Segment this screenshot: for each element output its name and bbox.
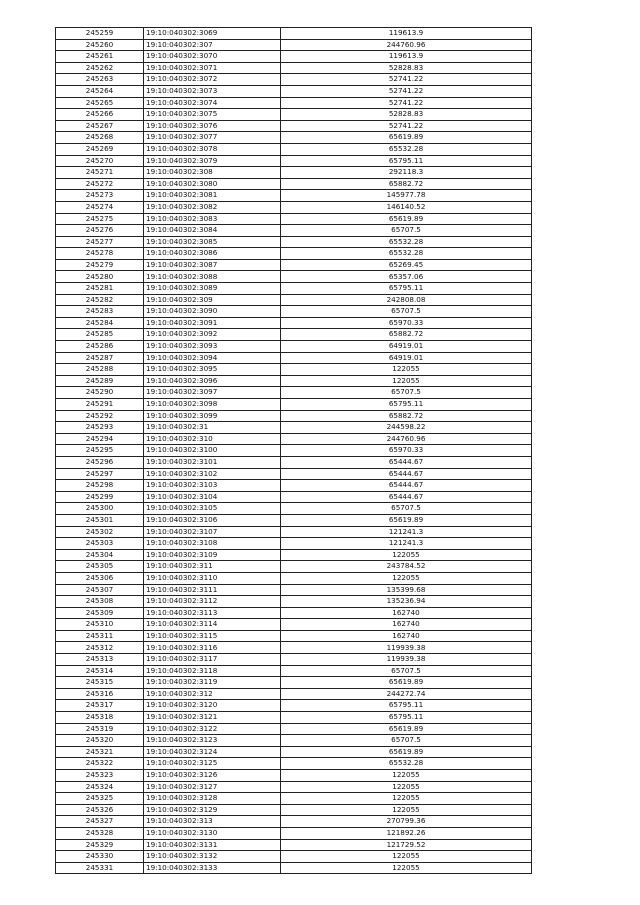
row-id-cell: 245310 bbox=[56, 619, 144, 631]
cadastral-number-cell: 19:10:040302:3110 bbox=[144, 572, 281, 584]
cadastral-number-cell: 19:10:040302:3127 bbox=[144, 781, 281, 793]
cadastral-number-cell: 19:10:040302:3072 bbox=[144, 74, 281, 86]
value-cell: 162740 bbox=[281, 619, 532, 631]
row-id-cell: 245265 bbox=[56, 97, 144, 109]
row-id-cell: 245326 bbox=[56, 804, 144, 816]
row-id-cell: 245330 bbox=[56, 851, 144, 863]
value-cell: 121892.26 bbox=[281, 827, 532, 839]
value-cell: 52741.22 bbox=[281, 120, 532, 132]
table-row bbox=[56, 39, 532, 51]
value-cell: 119939.38 bbox=[281, 642, 532, 654]
cadastral-number-cell: 19:10:040302:3105 bbox=[144, 503, 281, 515]
table-row bbox=[56, 178, 532, 190]
table-row bbox=[56, 167, 532, 179]
table-row bbox=[56, 109, 532, 121]
value-cell: 244760.96 bbox=[281, 433, 532, 445]
value-cell: 242808.08 bbox=[281, 294, 532, 306]
row-id-cell: 245324 bbox=[56, 781, 144, 793]
cadastral-number-cell: 19:10:040302:3084 bbox=[144, 225, 281, 237]
table-row bbox=[56, 572, 532, 584]
value-cell: 122055 bbox=[281, 793, 532, 805]
row-id-cell: 245262 bbox=[56, 62, 144, 74]
table-row bbox=[56, 155, 532, 167]
value-cell: 244760.96 bbox=[281, 39, 532, 51]
cadastral-number-cell: 19:10:040302:3119 bbox=[144, 677, 281, 689]
value-cell: 162740 bbox=[281, 630, 532, 642]
table-row bbox=[56, 213, 532, 225]
value-cell: 64919.01 bbox=[281, 341, 532, 353]
row-id-cell: 245263 bbox=[56, 74, 144, 86]
cadastral-number-cell: 19:10:040302:3117 bbox=[144, 654, 281, 666]
value-cell: 135399.68 bbox=[281, 584, 532, 596]
table-row bbox=[56, 445, 532, 457]
row-id-cell: 245328 bbox=[56, 827, 144, 839]
table-row bbox=[56, 816, 532, 828]
cadastral-number-cell: 19:10:040302:3079 bbox=[144, 155, 281, 167]
cadastral-number-cell: 19:10:040302:3085 bbox=[144, 236, 281, 248]
table-row bbox=[56, 712, 532, 724]
value-cell: 52741.22 bbox=[281, 97, 532, 109]
cadastral-number-cell: 19:10:040302:3122 bbox=[144, 723, 281, 735]
cadastral-number-cell: 19:10:040302:313 bbox=[144, 816, 281, 828]
row-id-cell: 245290 bbox=[56, 387, 144, 399]
table-row bbox=[56, 781, 532, 793]
table-row bbox=[56, 85, 532, 97]
table-row bbox=[56, 793, 532, 805]
value-cell: 65444.67 bbox=[281, 480, 532, 492]
row-id-cell: 245271 bbox=[56, 167, 144, 179]
value-cell: 162740 bbox=[281, 607, 532, 619]
table-row bbox=[56, 584, 532, 596]
row-id-cell: 245268 bbox=[56, 132, 144, 144]
cadastral-number-cell: 19:10:040302:3096 bbox=[144, 375, 281, 387]
row-id-cell: 245327 bbox=[56, 816, 144, 828]
row-id-cell: 245294 bbox=[56, 433, 144, 445]
cadastral-number-cell: 19:10:040302:3133 bbox=[144, 862, 281, 874]
value-cell: 146140.52 bbox=[281, 201, 532, 213]
table-row bbox=[56, 491, 532, 503]
row-id-cell: 245299 bbox=[56, 491, 144, 503]
row-id-cell: 245300 bbox=[56, 503, 144, 515]
row-id-cell: 245313 bbox=[56, 654, 144, 666]
table-row bbox=[56, 746, 532, 758]
table-row bbox=[56, 561, 532, 573]
row-id-cell: 245275 bbox=[56, 213, 144, 225]
cadastral-number-cell: 19:10:040302:31 bbox=[144, 422, 281, 434]
cadastral-number-cell: 19:10:040302:3124 bbox=[144, 746, 281, 758]
table-row bbox=[56, 120, 532, 132]
value-cell: 270799.36 bbox=[281, 816, 532, 828]
value-cell: 65269.45 bbox=[281, 259, 532, 271]
cadastral-number-cell: 19:10:040302:3128 bbox=[144, 793, 281, 805]
row-id-cell: 245306 bbox=[56, 572, 144, 584]
value-cell: 65707.5 bbox=[281, 306, 532, 318]
cadastral-number-cell: 19:10:040302:3093 bbox=[144, 341, 281, 353]
value-cell: 52828.83 bbox=[281, 109, 532, 121]
table-row bbox=[56, 375, 532, 387]
table-row bbox=[56, 770, 532, 782]
row-id-cell: 245305 bbox=[56, 561, 144, 573]
value-cell: 64919.01 bbox=[281, 352, 532, 364]
table-row bbox=[56, 248, 532, 260]
value-cell: 244272.74 bbox=[281, 688, 532, 700]
value-cell: 65707.5 bbox=[281, 503, 532, 515]
cadastral-number-cell: 19:10:040302:3111 bbox=[144, 584, 281, 596]
cadastral-number-cell: 19:10:040302:3113 bbox=[144, 607, 281, 619]
row-id-cell: 245295 bbox=[56, 445, 144, 457]
row-id-cell: 245287 bbox=[56, 352, 144, 364]
cadastral-number-cell: 19:10:040302:3091 bbox=[144, 317, 281, 329]
value-cell: 65619.89 bbox=[281, 746, 532, 758]
value-cell: 65795.11 bbox=[281, 155, 532, 167]
table-row bbox=[56, 596, 532, 608]
cadastral-number-cell: 19:10:040302:3126 bbox=[144, 770, 281, 782]
row-id-cell: 245318 bbox=[56, 712, 144, 724]
row-id-cell: 245286 bbox=[56, 341, 144, 353]
table-row bbox=[56, 619, 532, 631]
row-id-cell: 245264 bbox=[56, 85, 144, 97]
cadastral-number-cell: 19:10:040302:3123 bbox=[144, 735, 281, 747]
row-id-cell: 245308 bbox=[56, 596, 144, 608]
table-row bbox=[56, 387, 532, 399]
data-table bbox=[55, 27, 532, 874]
value-cell: 121729.52 bbox=[281, 839, 532, 851]
row-id-cell: 245281 bbox=[56, 283, 144, 295]
value-cell: 65619.89 bbox=[281, 132, 532, 144]
row-id-cell: 245277 bbox=[56, 236, 144, 248]
value-cell: 52741.22 bbox=[281, 74, 532, 86]
cadastral-number-cell: 19:10:040302:3074 bbox=[144, 97, 281, 109]
row-id-cell: 245323 bbox=[56, 770, 144, 782]
table-row bbox=[56, 259, 532, 271]
row-id-cell: 245259 bbox=[56, 28, 144, 40]
row-id-cell: 245273 bbox=[56, 190, 144, 202]
value-cell: 122055 bbox=[281, 862, 532, 874]
value-cell: 243784.52 bbox=[281, 561, 532, 573]
cadastral-number-cell: 19:10:040302:3130 bbox=[144, 827, 281, 839]
value-cell: 119939.38 bbox=[281, 654, 532, 666]
table-row bbox=[56, 352, 532, 364]
value-cell: 122055 bbox=[281, 781, 532, 793]
row-id-cell: 245269 bbox=[56, 143, 144, 155]
value-cell: 65795.11 bbox=[281, 700, 532, 712]
table-row bbox=[56, 399, 532, 411]
value-cell: 65619.89 bbox=[281, 723, 532, 735]
table-row bbox=[56, 758, 532, 770]
table-row bbox=[56, 201, 532, 213]
row-id-cell: 245291 bbox=[56, 399, 144, 411]
value-cell: 65532.28 bbox=[281, 143, 532, 155]
cadastral-number-cell: 19:10:040302:3089 bbox=[144, 283, 281, 295]
cadastral-number-cell: 19:10:040302:3132 bbox=[144, 851, 281, 863]
cadastral-number-cell: 19:10:040302:3129 bbox=[144, 804, 281, 816]
cadastral-number-cell: 19:10:040302:3102 bbox=[144, 468, 281, 480]
table-row bbox=[56, 538, 532, 550]
table-row bbox=[56, 804, 532, 816]
row-id-cell: 245270 bbox=[56, 155, 144, 167]
row-id-cell: 245301 bbox=[56, 514, 144, 526]
row-id-cell: 245278 bbox=[56, 248, 144, 260]
cadastral-number-cell: 19:10:040302:3078 bbox=[144, 143, 281, 155]
table-row bbox=[56, 526, 532, 538]
cadastral-number-cell: 19:10:040302:3088 bbox=[144, 271, 281, 283]
value-cell: 65707.5 bbox=[281, 665, 532, 677]
value-cell: 65795.11 bbox=[281, 283, 532, 295]
row-id-cell: 245309 bbox=[56, 607, 144, 619]
table-row bbox=[56, 225, 532, 237]
table-row bbox=[56, 503, 532, 515]
value-cell: 65970.33 bbox=[281, 445, 532, 457]
row-id-cell: 245284 bbox=[56, 317, 144, 329]
cadastral-number-cell: 19:10:040302:3095 bbox=[144, 364, 281, 376]
value-cell: 65795.11 bbox=[281, 712, 532, 724]
table-row bbox=[56, 723, 532, 735]
value-cell: 65532.28 bbox=[281, 248, 532, 260]
value-cell: 65619.89 bbox=[281, 514, 532, 526]
value-cell: 119613.9 bbox=[281, 28, 532, 40]
table-row bbox=[56, 514, 532, 526]
cadastral-number-cell: 19:10:040302:3099 bbox=[144, 410, 281, 422]
cadastral-number-cell: 19:10:040302:3094 bbox=[144, 352, 281, 364]
value-cell: 145977.78 bbox=[281, 190, 532, 202]
cadastral-number-cell: 19:10:040302:3107 bbox=[144, 526, 281, 538]
table-row bbox=[56, 642, 532, 654]
table-row bbox=[56, 422, 532, 434]
cadastral-number-cell: 19:10:040302:3073 bbox=[144, 85, 281, 97]
table-row bbox=[56, 283, 532, 295]
cadastral-number-cell: 19:10:040302:3087 bbox=[144, 259, 281, 271]
row-id-cell: 245293 bbox=[56, 422, 144, 434]
row-id-cell: 245296 bbox=[56, 456, 144, 468]
table-row bbox=[56, 677, 532, 689]
cadastral-number-cell: 19:10:040302:3086 bbox=[144, 248, 281, 260]
value-cell: 122055 bbox=[281, 572, 532, 584]
row-id-cell: 245329 bbox=[56, 839, 144, 851]
value-cell: 65882.72 bbox=[281, 410, 532, 422]
cadastral-number-cell: 19:10:040302:309 bbox=[144, 294, 281, 306]
cadastral-number-cell: 19:10:040302:3080 bbox=[144, 178, 281, 190]
table-row bbox=[56, 688, 532, 700]
value-cell: 122055 bbox=[281, 375, 532, 387]
value-cell: 65619.89 bbox=[281, 677, 532, 689]
cadastral-number-cell: 19:10:040302:3131 bbox=[144, 839, 281, 851]
table-row bbox=[56, 827, 532, 839]
row-id-cell: 245312 bbox=[56, 642, 144, 654]
cadastral-number-cell: 19:10:040302:3100 bbox=[144, 445, 281, 457]
value-cell: 65444.67 bbox=[281, 468, 532, 480]
row-id-cell: 245285 bbox=[56, 329, 144, 341]
table-row bbox=[56, 549, 532, 561]
row-id-cell: 245315 bbox=[56, 677, 144, 689]
table-row bbox=[56, 271, 532, 283]
row-id-cell: 245325 bbox=[56, 793, 144, 805]
value-cell: 65357.06 bbox=[281, 271, 532, 283]
value-cell: 52741.22 bbox=[281, 85, 532, 97]
row-id-cell: 245307 bbox=[56, 584, 144, 596]
row-id-cell: 245292 bbox=[56, 410, 144, 422]
row-id-cell: 245274 bbox=[56, 201, 144, 213]
cadastral-number-cell: 19:10:040302:3071 bbox=[144, 62, 281, 74]
value-cell: 135236.94 bbox=[281, 596, 532, 608]
table-row bbox=[56, 607, 532, 619]
row-id-cell: 245267 bbox=[56, 120, 144, 132]
value-cell: 244598.22 bbox=[281, 422, 532, 434]
cadastral-number-cell: 19:10:040302:3077 bbox=[144, 132, 281, 144]
table-row bbox=[56, 143, 532, 155]
table-row bbox=[56, 862, 532, 874]
table-body bbox=[56, 28, 532, 874]
table-row bbox=[56, 317, 532, 329]
table-row bbox=[56, 62, 532, 74]
table-row bbox=[56, 665, 532, 677]
value-cell: 119613.9 bbox=[281, 51, 532, 63]
table-row bbox=[56, 364, 532, 376]
value-cell: 121241.3 bbox=[281, 538, 532, 550]
cadastral-number-cell: 19:10:040302:3076 bbox=[144, 120, 281, 132]
cadastral-number-cell: 19:10:040302:3115 bbox=[144, 630, 281, 642]
row-id-cell: 245331 bbox=[56, 862, 144, 874]
cadastral-number-cell: 19:10:040302:3108 bbox=[144, 538, 281, 550]
table-row bbox=[56, 329, 532, 341]
value-cell: 65882.72 bbox=[281, 178, 532, 190]
cadastral-number-cell: 19:10:040302:3106 bbox=[144, 514, 281, 526]
value-cell: 122055 bbox=[281, 770, 532, 782]
table-row bbox=[56, 74, 532, 86]
table-row bbox=[56, 132, 532, 144]
row-id-cell: 245314 bbox=[56, 665, 144, 677]
value-cell: 65444.67 bbox=[281, 456, 532, 468]
cadastral-number-cell: 19:10:040302:3103 bbox=[144, 480, 281, 492]
cadastral-number-cell: 19:10:040302:3114 bbox=[144, 619, 281, 631]
table-row bbox=[56, 654, 532, 666]
row-id-cell: 245317 bbox=[56, 700, 144, 712]
value-cell: 65619.89 bbox=[281, 213, 532, 225]
table-row bbox=[56, 341, 532, 353]
value-cell: 65707.5 bbox=[281, 225, 532, 237]
cadastral-number-cell: 19:10:040302:3120 bbox=[144, 700, 281, 712]
value-cell: 122055 bbox=[281, 804, 532, 816]
table-row bbox=[56, 190, 532, 202]
row-id-cell: 245316 bbox=[56, 688, 144, 700]
value-cell: 65532.28 bbox=[281, 758, 532, 770]
table-row bbox=[56, 97, 532, 109]
value-cell: 122055 bbox=[281, 364, 532, 376]
cadastral-number-cell: 19:10:040302:3104 bbox=[144, 491, 281, 503]
cadastral-number-cell: 19:10:040302:3118 bbox=[144, 665, 281, 677]
row-id-cell: 245260 bbox=[56, 39, 144, 51]
cadastral-number-cell: 19:10:040302:3109 bbox=[144, 549, 281, 561]
row-id-cell: 245311 bbox=[56, 630, 144, 642]
value-cell: 65532.28 bbox=[281, 236, 532, 248]
cadastral-number-cell: 19:10:040302:3092 bbox=[144, 329, 281, 341]
cadastral-number-cell: 19:10:040302:310 bbox=[144, 433, 281, 445]
row-id-cell: 245322 bbox=[56, 758, 144, 770]
cadastral-number-cell: 19:10:040302:3070 bbox=[144, 51, 281, 63]
cadastral-number-cell: 19:10:040302:3075 bbox=[144, 109, 281, 121]
table-row bbox=[56, 735, 532, 747]
table-row bbox=[56, 468, 532, 480]
table-row bbox=[56, 700, 532, 712]
cadastral-number-cell: 19:10:040302:311 bbox=[144, 561, 281, 573]
table-row bbox=[56, 630, 532, 642]
row-id-cell: 245276 bbox=[56, 225, 144, 237]
cadastral-number-cell: 19:10:040302:3125 bbox=[144, 758, 281, 770]
value-cell: 121241.3 bbox=[281, 526, 532, 538]
row-id-cell: 245298 bbox=[56, 480, 144, 492]
cadastral-number-cell: 19:10:040302:3116 bbox=[144, 642, 281, 654]
value-cell: 65707.5 bbox=[281, 387, 532, 399]
table-row bbox=[56, 851, 532, 863]
cadastral-number-cell: 19:10:040302:3101 bbox=[144, 456, 281, 468]
table-row bbox=[56, 236, 532, 248]
row-id-cell: 245282 bbox=[56, 294, 144, 306]
value-cell: 122055 bbox=[281, 549, 532, 561]
table-row bbox=[56, 433, 532, 445]
table-row bbox=[56, 28, 532, 40]
cadastral-number-cell: 19:10:040302:3090 bbox=[144, 306, 281, 318]
table-row bbox=[56, 51, 532, 63]
row-id-cell: 245280 bbox=[56, 271, 144, 283]
table-row bbox=[56, 306, 532, 318]
cadastral-number-cell: 19:10:040302:3069 bbox=[144, 28, 281, 40]
cadastral-number-cell: 19:10:040302:3082 bbox=[144, 201, 281, 213]
value-cell: 65970.33 bbox=[281, 317, 532, 329]
cadastral-number-cell: 19:10:040302:3098 bbox=[144, 399, 281, 411]
row-id-cell: 245321 bbox=[56, 746, 144, 758]
value-cell: 65882.72 bbox=[281, 329, 532, 341]
row-id-cell: 245266 bbox=[56, 109, 144, 121]
row-id-cell: 245279 bbox=[56, 259, 144, 271]
table-row bbox=[56, 480, 532, 492]
cadastral-number-cell: 19:10:040302:3097 bbox=[144, 387, 281, 399]
row-id-cell: 245302 bbox=[56, 526, 144, 538]
cadastral-number-cell: 19:10:040302:308 bbox=[144, 167, 281, 179]
cadastral-number-cell: 19:10:040302:3083 bbox=[144, 213, 281, 225]
cadastral-number-cell: 19:10:040302:312 bbox=[144, 688, 281, 700]
cadastral-number-cell: 19:10:040302:3121 bbox=[144, 712, 281, 724]
table-row bbox=[56, 294, 532, 306]
cadastral-number-cell: 19:10:040302:3112 bbox=[144, 596, 281, 608]
cadastral-number-cell: 19:10:040302:3081 bbox=[144, 190, 281, 202]
value-cell: 52828.83 bbox=[281, 62, 532, 74]
table-row bbox=[56, 410, 532, 422]
row-id-cell: 245288 bbox=[56, 364, 144, 376]
row-id-cell: 245272 bbox=[56, 178, 144, 190]
value-cell: 65707.5 bbox=[281, 735, 532, 747]
cadastral-number-cell: 19:10:040302:307 bbox=[144, 39, 281, 51]
value-cell: 65444.67 bbox=[281, 491, 532, 503]
value-cell: 65795.11 bbox=[281, 399, 532, 411]
row-id-cell: 245320 bbox=[56, 735, 144, 747]
row-id-cell: 245319 bbox=[56, 723, 144, 735]
value-cell: 122055 bbox=[281, 851, 532, 863]
value-cell: 292118.3 bbox=[281, 167, 532, 179]
row-id-cell: 245283 bbox=[56, 306, 144, 318]
row-id-cell: 245261 bbox=[56, 51, 144, 63]
row-id-cell: 245289 bbox=[56, 375, 144, 387]
table-row bbox=[56, 456, 532, 468]
row-id-cell: 245297 bbox=[56, 468, 144, 480]
row-id-cell: 245303 bbox=[56, 538, 144, 550]
table-row bbox=[56, 839, 532, 851]
row-id-cell: 245304 bbox=[56, 549, 144, 561]
